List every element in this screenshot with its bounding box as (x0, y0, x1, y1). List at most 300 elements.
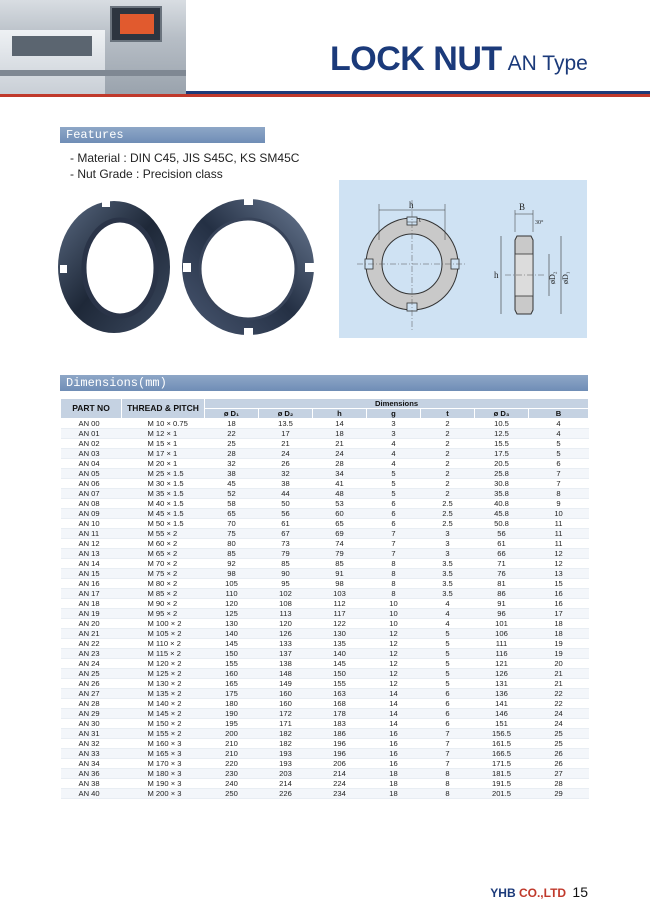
cell-dimension: 175 (205, 689, 259, 699)
cell-dimension: 4 (421, 619, 475, 629)
cell-dimension: 102 (259, 589, 313, 599)
cell-dimension: 3 (421, 539, 475, 549)
cell-dimension: 34 (313, 469, 367, 479)
cell-part-no: AN 08 (61, 499, 122, 509)
table-row (61, 469, 589, 479)
cell-dimension: 22 (529, 699, 589, 709)
cell-dimension: 110 (205, 589, 259, 599)
cell-dimension: 18 (313, 429, 367, 439)
cell-part-no: AN 19 (61, 609, 122, 619)
cell-dimension: 7 (367, 539, 421, 549)
feature-item-material: - Material : DIN C45, JIS S45C, KS SM45C (70, 151, 300, 165)
features-list (70, 150, 299, 182)
cell-dimension: 126 (475, 669, 529, 679)
cell-dimension: 4 (367, 439, 421, 449)
label-t: t (419, 216, 421, 224)
table-row (61, 549, 589, 559)
cell-thread: M 160 × 3 (122, 739, 205, 749)
header-d3: ø D₃ (475, 409, 529, 419)
cell-dimension: 70 (205, 519, 259, 529)
cell-dimension: 5 (421, 679, 475, 689)
table-row (61, 639, 589, 649)
cell-thread: M 65 × 2 (122, 549, 205, 559)
cell-dimension: 4 (421, 609, 475, 619)
cell-dimension: 191.5 (475, 779, 529, 789)
cell-dimension: 10 (367, 609, 421, 619)
cell-dimension: 28 (205, 449, 259, 459)
cell-dimension: 27 (529, 769, 589, 779)
cell-dimension: 69 (313, 529, 367, 539)
cell-dimension: 79 (259, 549, 313, 559)
header-h: h (313, 409, 367, 419)
cell-dimension: 5 (367, 489, 421, 499)
cell-thread: M 10 × 0.75 (122, 419, 205, 429)
cell-dimension: 148 (259, 669, 313, 679)
cell-dimension: 17.5 (475, 449, 529, 459)
cell-dimension: 15.5 (475, 439, 529, 449)
cell-dimension: 3.5 (421, 589, 475, 599)
footer (490, 884, 588, 900)
cell-dimension: 14 (313, 419, 367, 429)
cell-dimension: 20.5 (475, 459, 529, 469)
cell-dimension: 18 (529, 619, 589, 629)
cell-dimension: 7 (367, 549, 421, 559)
cell-dimension: 12 (367, 649, 421, 659)
table-row (61, 449, 589, 459)
cell-dimension: 106 (475, 629, 529, 639)
cell-part-no: AN 38 (61, 779, 122, 789)
cell-dimension: 120 (205, 599, 259, 609)
cell-dimension: 6 (529, 459, 589, 469)
cell-part-no: AN 34 (61, 759, 122, 769)
label-angle: 30° (535, 220, 544, 226)
table-row (61, 499, 589, 509)
cell-part-no: AN 15 (61, 569, 122, 579)
cell-dimension: 61 (475, 539, 529, 549)
cell-dimension: 121 (475, 659, 529, 669)
cell-dimension: 91 (313, 569, 367, 579)
cell-dimension: 160 (205, 669, 259, 679)
cell-dimension: 161.5 (475, 739, 529, 749)
cell-dimension: 220 (205, 759, 259, 769)
table-row (61, 709, 589, 719)
cell-dimension: 8 (529, 489, 589, 499)
cell-dimension: 98 (205, 569, 259, 579)
cell-dimension: 86 (475, 589, 529, 599)
cell-dimension: 91 (475, 599, 529, 609)
cell-part-no: AN 21 (61, 629, 122, 639)
cell-part-no: AN 32 (61, 739, 122, 749)
cell-dimension: 4 (367, 449, 421, 459)
cell-dimension: 12 (367, 669, 421, 679)
table-row (61, 429, 589, 439)
cell-dimension: 250 (205, 789, 259, 799)
page-number: 15 (572, 884, 588, 900)
cell-dimension: 50 (259, 499, 313, 509)
cell-dimension: 8 (367, 589, 421, 599)
cell-dimension: 8 (367, 579, 421, 589)
cell-thread: M 15 × 1 (122, 439, 205, 449)
cell-dimension: 21 (529, 679, 589, 689)
table-row (61, 749, 589, 759)
cell-dimension: 2 (421, 429, 475, 439)
label-B: B (519, 202, 526, 212)
cell-dimension: 28 (529, 779, 589, 789)
cell-dimension: 2 (421, 489, 475, 499)
cell-dimension: 2 (421, 479, 475, 489)
table-row (61, 779, 589, 789)
cell-dimension: 120 (259, 619, 313, 629)
cell-part-no: AN 01 (61, 429, 122, 439)
cell-dimension: 3.5 (421, 559, 475, 569)
cell-dimension: 171.5 (475, 759, 529, 769)
label-D1: øD₁ (561, 271, 570, 284)
cell-part-no: AN 40 (61, 789, 122, 799)
table-body (61, 419, 589, 799)
cell-dimension: 90 (259, 569, 313, 579)
cell-dimension: 12 (529, 549, 589, 559)
cell-dimension: 95 (259, 579, 313, 589)
cell-thread: M 35 × 1.5 (122, 489, 205, 499)
cell-dimension: 146 (475, 709, 529, 719)
header-d1: ø D₁ (205, 409, 259, 419)
table-row (61, 769, 589, 779)
table-row (61, 509, 589, 519)
cell-dimension: 18 (367, 789, 421, 799)
cell-dimension: 52 (205, 489, 259, 499)
cell-dimension: 5 (421, 669, 475, 679)
cell-dimension: 105 (205, 579, 259, 589)
cell-part-no: AN 16 (61, 579, 122, 589)
table-row (61, 479, 589, 489)
page-title (330, 40, 588, 79)
cell-dimension: 32 (205, 459, 259, 469)
cell-dimension: 25.8 (475, 469, 529, 479)
cell-dimension: 24 (259, 449, 313, 459)
cell-part-no: AN 25 (61, 669, 122, 679)
cell-dimension: 22 (205, 429, 259, 439)
cell-dimension: 2 (421, 459, 475, 469)
table-row (61, 699, 589, 709)
label-D2: øD₂ (548, 271, 557, 284)
footer-company: CO.,LTD (518, 886, 567, 900)
cell-dimension: 8 (367, 569, 421, 579)
cell-dimension: 24 (529, 719, 589, 729)
cell-dimension: 151 (475, 719, 529, 729)
cell-dimension: 7 (421, 759, 475, 769)
table-row (61, 419, 589, 429)
cell-dimension: 155 (205, 659, 259, 669)
cell-dimension: 160 (259, 699, 313, 709)
cell-part-no: AN 26 (61, 679, 122, 689)
cell-dimension: 8 (421, 769, 475, 779)
cell-dimension: 26 (259, 459, 313, 469)
cell-dimension: 10 (367, 599, 421, 609)
cell-dimension: 206 (313, 759, 367, 769)
table-row (61, 739, 589, 749)
cell-dimension: 6 (367, 499, 421, 509)
table-row (61, 439, 589, 449)
cell-dimension: 141 (475, 699, 529, 709)
cell-thread: M 110 × 2 (122, 639, 205, 649)
dimensions-heading: Dimensions(mm) (60, 375, 588, 391)
cell-dimension: 196 (313, 739, 367, 749)
cell-dimension: 3 (367, 419, 421, 429)
cell-dimension: 190 (205, 709, 259, 719)
cell-dimension: 41 (313, 479, 367, 489)
cell-thread: M 105 × 2 (122, 629, 205, 639)
cell-dimension: 7 (529, 479, 589, 489)
cell-thread: M 200 × 3 (122, 789, 205, 799)
cell-dimension: 5 (421, 649, 475, 659)
cell-thread: M 20 × 1 (122, 459, 205, 469)
table-row (61, 519, 589, 529)
cell-dimension: 125 (205, 609, 259, 619)
cell-dimension: 61 (259, 519, 313, 529)
cell-dimension: 75 (205, 529, 259, 539)
cell-dimension: 182 (259, 739, 313, 749)
cell-dimension: 234 (313, 789, 367, 799)
cell-part-no: AN 22 (61, 639, 122, 649)
title-sub: AN Type (507, 52, 588, 75)
cell-dimension: 112 (313, 599, 367, 609)
cell-dimension: 81 (475, 579, 529, 589)
cell-thread: M 150 × 2 (122, 719, 205, 729)
title-main: LOCK NUT (330, 40, 502, 78)
feature-item-grade: - Nut Grade : Precision class (70, 167, 223, 181)
cell-dimension: 165 (205, 679, 259, 689)
table-row (61, 669, 589, 679)
cell-dimension: 67 (259, 529, 313, 539)
cell-dimension: 6 (421, 699, 475, 709)
cell-part-no: AN 11 (61, 529, 122, 539)
cell-dimension: 214 (313, 769, 367, 779)
cell-thread: M 180 × 3 (122, 769, 205, 779)
table-row (61, 459, 589, 469)
cell-thread: M 190 × 3 (122, 779, 205, 789)
cell-dimension: 122 (313, 619, 367, 629)
cell-dimension: 2 (421, 449, 475, 459)
cell-dimension: 172 (259, 709, 313, 719)
cell-dimension: 3.5 (421, 569, 475, 579)
cell-dimension: 65 (313, 519, 367, 529)
cell-part-no: AN 00 (61, 419, 122, 429)
cell-dimension: 145 (313, 659, 367, 669)
cell-dimension: 195 (205, 719, 259, 729)
cell-dimension: 5 (421, 629, 475, 639)
cell-dimension: 4 (529, 419, 589, 429)
cell-dimension: 16 (529, 599, 589, 609)
cell-dimension: 65 (205, 509, 259, 519)
cell-dimension: 3.5 (421, 579, 475, 589)
header-thread-pitch: THREAD & PITCH (122, 399, 205, 419)
header-d2: ø D₂ (259, 409, 313, 419)
cell-part-no: AN 33 (61, 749, 122, 759)
cell-thread: M 25 × 1.5 (122, 469, 205, 479)
cell-thread: M 70 × 2 (122, 559, 205, 569)
label-h-side: h (494, 270, 499, 280)
cell-dimension: 5 (421, 639, 475, 649)
cell-dimension: 226 (259, 789, 313, 799)
cell-dimension: 193 (259, 749, 313, 759)
table-row (61, 619, 589, 629)
cell-dimension: 45.8 (475, 509, 529, 519)
cell-dimension: 18 (529, 629, 589, 639)
table-row (61, 489, 589, 499)
cell-dimension: 201.5 (475, 789, 529, 799)
table-row (61, 539, 589, 549)
cell-dimension: 4 (421, 599, 475, 609)
cell-thread: M 55 × 2 (122, 529, 205, 539)
cell-dimension: 11 (529, 529, 589, 539)
cell-dimension: 56 (475, 529, 529, 539)
cell-dimension: 25 (529, 729, 589, 739)
cell-dimension: 2.5 (421, 499, 475, 509)
table-row (61, 689, 589, 699)
header-t: t (421, 409, 475, 419)
cell-dimension: 166.5 (475, 749, 529, 759)
cell-thread: M 130 × 2 (122, 679, 205, 689)
cell-thread: M 95 × 2 (122, 609, 205, 619)
cell-part-no: AN 03 (61, 449, 122, 459)
cell-dimension: 85 (313, 559, 367, 569)
cell-dimension: 20 (529, 659, 589, 669)
cell-dimension: 3 (367, 429, 421, 439)
nut-left (58, 199, 170, 333)
table-row (61, 589, 589, 599)
cell-part-no: AN 09 (61, 509, 122, 519)
cell-dimension: 74 (313, 539, 367, 549)
cell-dimension: 16 (367, 759, 421, 769)
cell-dimension: 5 (529, 439, 589, 449)
cell-dimension: 79 (313, 549, 367, 559)
cell-dimension: 7 (421, 749, 475, 759)
cell-dimension: 38 (259, 479, 313, 489)
cell-dimension: 150 (205, 649, 259, 659)
table-row (61, 609, 589, 619)
cell-dimension: 38 (205, 469, 259, 479)
cell-dimension: 136 (475, 689, 529, 699)
table-row (61, 579, 589, 589)
cell-dimension: 21 (259, 439, 313, 449)
cell-dimension: 160 (259, 689, 313, 699)
cell-dimension: 145 (205, 639, 259, 649)
cell-dimension: 14 (367, 689, 421, 699)
cell-dimension: 85 (205, 549, 259, 559)
cell-thread: M 165 × 3 (122, 749, 205, 759)
cell-dimension: 32 (259, 469, 313, 479)
cell-part-no: AN 10 (61, 519, 122, 529)
cell-dimension: 7 (529, 469, 589, 479)
header-part-no: PART NO (61, 399, 122, 419)
cell-part-no: AN 27 (61, 689, 122, 699)
cell-dimension: 6 (367, 519, 421, 529)
cell-dimension: 12 (367, 659, 421, 669)
cell-dimension: 60 (313, 509, 367, 519)
cell-dimension: 117 (313, 609, 367, 619)
cell-dimension: 28 (313, 459, 367, 469)
cell-dimension: 140 (205, 629, 259, 639)
cell-dimension: 16 (529, 589, 589, 599)
cell-dimension: 230 (205, 769, 259, 779)
cell-part-no: AN 14 (61, 559, 122, 569)
header-g: g (367, 409, 421, 419)
cell-dimension: 210 (205, 739, 259, 749)
cell-dimension: 11 (529, 539, 589, 549)
cell-dimension: 19 (529, 639, 589, 649)
cell-dimension: 5 (529, 449, 589, 459)
cell-dimension: 150 (313, 669, 367, 679)
cell-dimension: 12 (367, 679, 421, 689)
cell-dimension: 130 (313, 629, 367, 639)
cell-part-no: AN 30 (61, 719, 122, 729)
cell-thread: M 115 × 2 (122, 649, 205, 659)
cell-dimension: 183 (313, 719, 367, 729)
cell-dimension: 10 (367, 619, 421, 629)
cell-dimension: 24 (313, 449, 367, 459)
cell-dimension: 130 (205, 619, 259, 629)
cell-dimension: 12 (367, 629, 421, 639)
cell-dimension: 180 (205, 699, 259, 709)
cell-thread: M 120 × 2 (122, 659, 205, 669)
table-row (61, 649, 589, 659)
table-row (61, 789, 589, 799)
cell-dimension: 30.8 (475, 479, 529, 489)
cell-thread: M 17 × 1 (122, 449, 205, 459)
header-machine-photo (0, 0, 186, 94)
cell-dimension: 214 (259, 779, 313, 789)
cell-dimension: 240 (205, 779, 259, 789)
cell-dimension: 25 (529, 739, 589, 749)
cell-dimension: 66 (475, 549, 529, 559)
table-row (61, 569, 589, 579)
cell-dimension: 12.5 (475, 429, 529, 439)
cell-dimension: 18 (367, 779, 421, 789)
label-h-top: h (409, 200, 414, 210)
cell-dimension: 26 (529, 759, 589, 769)
cell-part-no: AN 07 (61, 489, 122, 499)
cell-dimension: 5 (367, 469, 421, 479)
cell-dimension: 14 (367, 719, 421, 729)
cell-thread: M 80 × 2 (122, 579, 205, 589)
cell-dimension: 12 (529, 559, 589, 569)
cell-dimension: 181.5 (475, 769, 529, 779)
cell-dimension: 135 (313, 639, 367, 649)
cell-dimension: 19 (529, 649, 589, 659)
cell-dimension: 92 (205, 559, 259, 569)
cell-dimension: 210 (205, 749, 259, 759)
cell-dimension: 126 (259, 629, 313, 639)
cell-dimension: 16 (367, 739, 421, 749)
cell-dimension: 140 (313, 649, 367, 659)
table-row (61, 529, 589, 539)
cell-dimension: 15 (529, 579, 589, 589)
cell-dimension: 6 (421, 689, 475, 699)
cell-dimension: 133 (259, 639, 313, 649)
cell-dimension: 16 (367, 729, 421, 739)
cell-dimension: 186 (313, 729, 367, 739)
cell-dimension: 149 (259, 679, 313, 689)
cell-dimension: 53 (313, 499, 367, 509)
cell-dimension: 58 (205, 499, 259, 509)
cell-dimension: 8 (421, 779, 475, 789)
cell-part-no: AN 31 (61, 729, 122, 739)
technical-drawing (339, 180, 587, 338)
cell-dimension: 171 (259, 719, 313, 729)
cell-dimension: 13.5 (259, 419, 313, 429)
cell-part-no: AN 18 (61, 599, 122, 609)
header-dimensions: Dimensions (205, 399, 589, 409)
